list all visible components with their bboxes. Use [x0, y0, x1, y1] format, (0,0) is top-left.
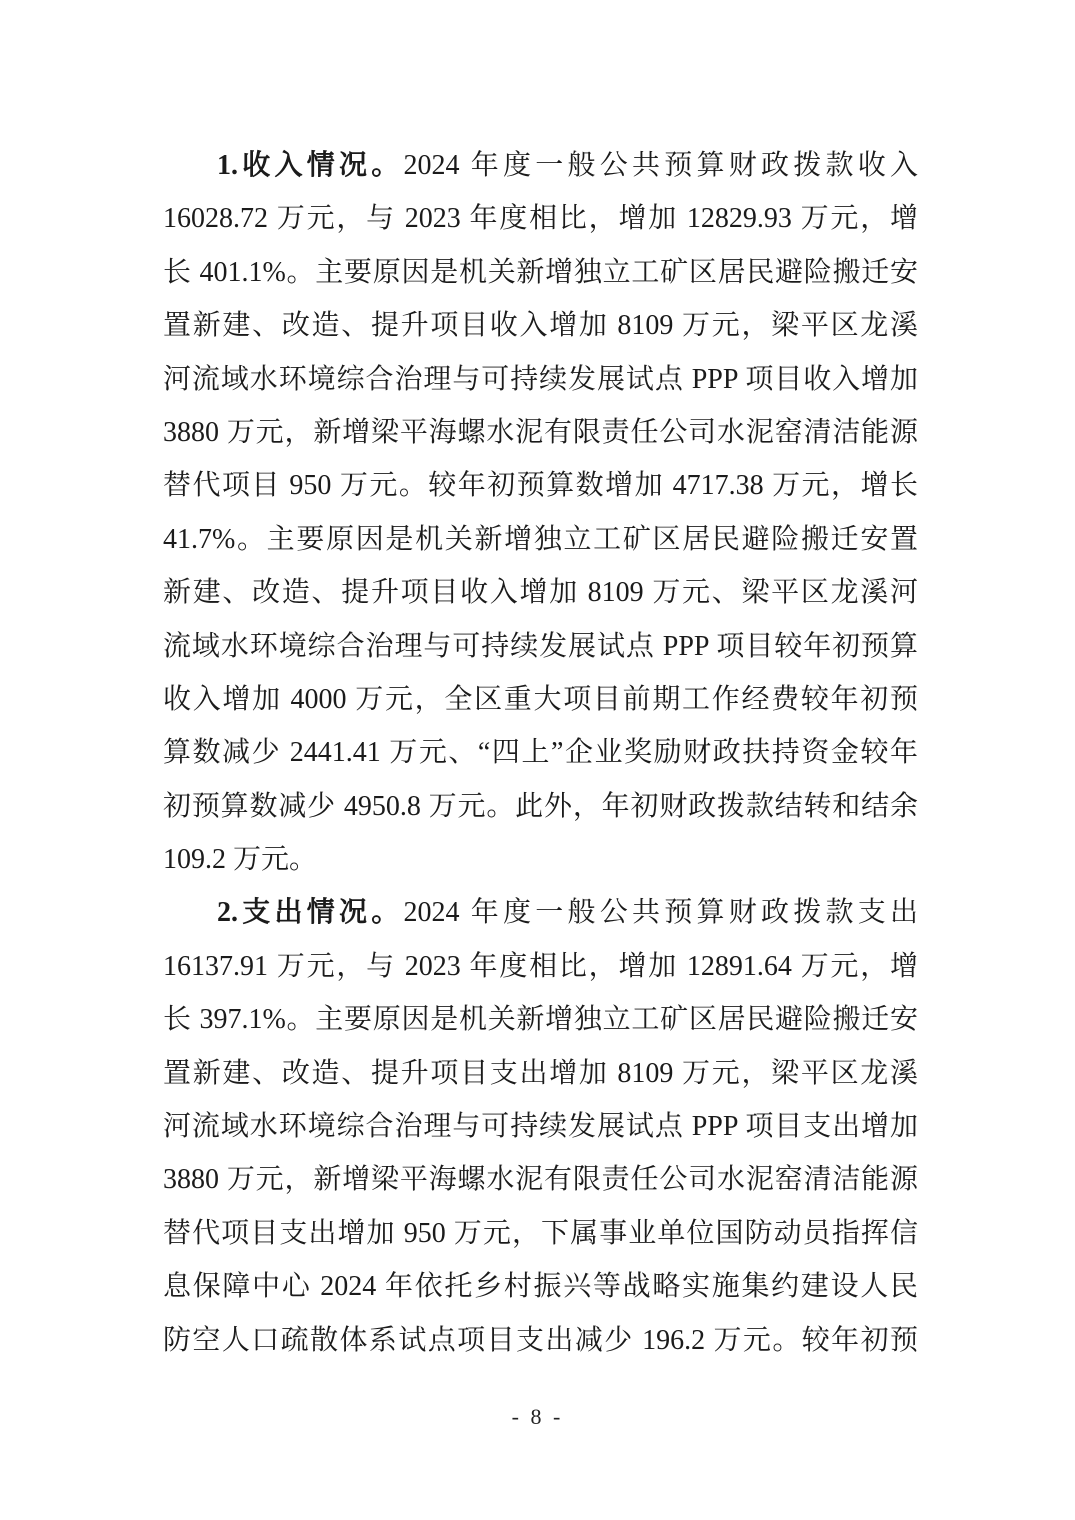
paragraph-2-first-line-text: 2024 年度一般公共预算财政拨款支出 [403, 897, 918, 929]
text-line: 收入增加 4000 万元，全区重大项目前期工作经费较年初预 [163, 683, 918, 715]
text-line: 河流域水环境综合治理与可持续发展试点 PPP 项目支出增加 [163, 1111, 918, 1143]
paragraph-1-first-line-text: 2024 年度一般公共预算财政拨款收入 [403, 150, 918, 181]
paragraph-2-first-line [163, 886, 918, 939]
text-line: 长 397.1%。主要原因是机关新增独立工矿区居民避险搬迁安 [163, 1004, 918, 1036]
text-line: 3880 万元，新增梁平海螺水泥有限责任公司水泥窑清洁能源 [163, 1164, 918, 1196]
paragraph-1-last-line: 109.2 万元。 [163, 844, 318, 876]
paragraph-1-first-line [163, 139, 918, 192]
page-number: - 8 - [511, 1404, 564, 1429]
text-line: 3880 万元，新增梁平海螺水泥有限责任公司水泥窑清洁能源 [163, 416, 918, 448]
text-line: 置新建、改造、提升项目支出增加 8109 万元，梁平区龙溪 [163, 1057, 918, 1089]
text-line: 初预算数减少 4950.8 万元。此外，年初财政拨款结转和结余 [163, 790, 918, 822]
text-line: 防空人口疏散体系试点项目支出减少 196.2 万元。较年初预 [163, 1324, 918, 1356]
paragraph-1-heading: 1.收入情况。 [217, 150, 404, 181]
text-line: 16137.91 万元，与 2023 年度相比，增加 12891.64 万元，增 [163, 950, 918, 982]
text-line: 河流域水环境综合治理与可持续发展试点 PPP 项目收入增加 [163, 363, 918, 395]
text-line: 流域水环境综合治理与可持续发展试点 PPP 项目较年初预算 [163, 630, 918, 662]
text-line: 置新建、改造、提升项目收入增加 8109 万元，梁平区龙溪 [163, 310, 918, 342]
text-line: 新建、改造、提升项目收入增加 8109 万元、梁平区龙溪河 [163, 577, 918, 609]
text-line: 长 401.1%。主要原因是机关新增独立工矿区居民避险搬迁安 [163, 256, 918, 288]
text-line: 16028.72 万元，与 2023 年度相比，增加 12829.93 万元，增 [163, 203, 918, 235]
body-text [163, 139, 918, 1367]
text-line: 替代项目支出增加 950 万元，下属事业单位国防动员指挥信 [163, 1217, 918, 1249]
text-line: 41.7%。主要原因是机关新增独立工矿区居民避险搬迁安置 [163, 523, 918, 555]
paragraph-2-heading: 2.支出情况。 [217, 897, 404, 929]
text-line: 息保障中心 2024 年依托乡村振兴等战略实施集约建设人民 [163, 1271, 918, 1303]
text-line: 算数减少 2441.41 万元、“四上”企业奖励财政扶持资金较年 [163, 737, 918, 769]
text-line: 替代项目 950 万元。较年初预算数增加 4717.38 万元，增长 [163, 470, 918, 502]
